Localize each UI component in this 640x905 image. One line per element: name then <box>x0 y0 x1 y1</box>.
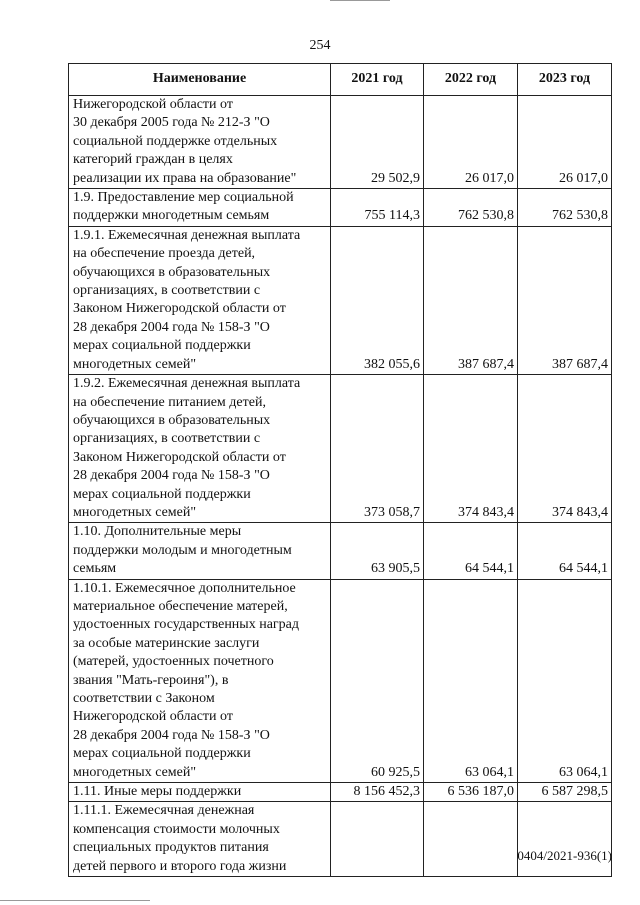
table-row <box>69 783 612 802</box>
value-2021: 29 502,9 <box>331 96 424 189</box>
header-name: Наименование <box>69 64 331 96</box>
row-name: 1.11. Иные меры поддержки <box>69 783 331 802</box>
value-2022: 63 064,1 <box>424 579 518 782</box>
value-2023 <box>518 802 612 877</box>
row-name: 1.11.1. Ежемесячная денежная компенсация стоимости молочных специальных продуктов питания детей первого и второго года жизни <box>69 802 331 877</box>
value-2022: 6 536 187,0 <box>424 783 518 802</box>
value-2023: 64 544,1 <box>518 523 612 579</box>
table-header-row <box>69 64 612 96</box>
value-2023: 387 687,4 <box>518 226 612 374</box>
value-2021: 373 058,7 <box>331 375 424 523</box>
value-2023: 762 530,8 <box>518 189 612 227</box>
header-2021: 2021 год <box>331 64 424 96</box>
table-row <box>69 96 612 189</box>
value-2022: 374 843,4 <box>424 375 518 523</box>
table-row <box>69 226 612 374</box>
header-2023: 2023 год <box>518 64 612 96</box>
value-2021: 63 905,5 <box>331 523 424 579</box>
budget-table <box>68 63 612 877</box>
table-row <box>69 802 612 877</box>
row-name: 1.9. Предоставление мер социальной поддержки многодетным семьям <box>69 189 331 227</box>
table-row <box>69 189 612 227</box>
value-2023: 6 587 298,5 <box>518 783 612 802</box>
row-name: 1.9.1. Ежемесячная денежная выплата на обеспечение проезда детей, обучающихся в образовательных организациях, в соответствии с Законом Нижегородской области от 28 декабря 2004 года № 158-З "О мерах социальной поддержки многодетных семей" <box>69 226 331 374</box>
value-2023: 63 064,1 <box>518 579 612 782</box>
value-2021: 755 114,3 <box>331 189 424 227</box>
row-name: 1.10. Дополнительные меры поддержки молодым и многодетным семьям <box>69 523 331 579</box>
value-2023: 374 843,4 <box>518 375 612 523</box>
value-2022: 26 017,0 <box>424 96 518 189</box>
row-name: 1.9.2. Ежемесячная денежная выплата на обеспечение питанием детей, обучающихся в образовательных организациях, в соответствии с Законом Нижегородской области от 28 декабря 2004 года № 158-З "О мерах социальной поддержки многодетных семей" <box>69 375 331 523</box>
row-name: 1.10.1. Ежемесячное дополнительное материальное обеспечение матерей, удостоенных государственных наград за особые материнские заслуги (матерей, удостоенных почетного звания "Мать-героиня"), в соответствии с Законом Нижегородской области от 28 декабря 2004 года № 158-З "О мерах социальной поддержки многодетных семей" <box>69 579 331 782</box>
value-2022: 387 687,4 <box>424 226 518 374</box>
page-number: 254 <box>309 38 331 53</box>
value-2021: 8 156 452,3 <box>331 783 424 802</box>
header-2022: 2022 год <box>424 64 518 96</box>
value-2023: 26 017,0 <box>518 96 612 189</box>
table-row <box>69 579 612 782</box>
value-2022 <box>424 802 518 877</box>
value-2022: 762 530,8 <box>424 189 518 227</box>
row-name: Нижегородской области от 30 декабря 2005 года № 212-З "О социальной поддержке отдельных категорий граждан в целях реализации их права на образование" <box>69 96 331 189</box>
value-2022: 64 544,1 <box>424 523 518 579</box>
value-2021: 382 055,6 <box>331 226 424 374</box>
table-row <box>69 375 612 523</box>
scan-edge-mark <box>330 0 390 1</box>
table-row <box>69 523 612 579</box>
value-2021: 60 925,5 <box>331 579 424 782</box>
value-2021 <box>331 802 424 877</box>
document-code: 0404/2021-936(1) <box>517 848 612 863</box>
scan-edge-mark <box>0 900 150 901</box>
